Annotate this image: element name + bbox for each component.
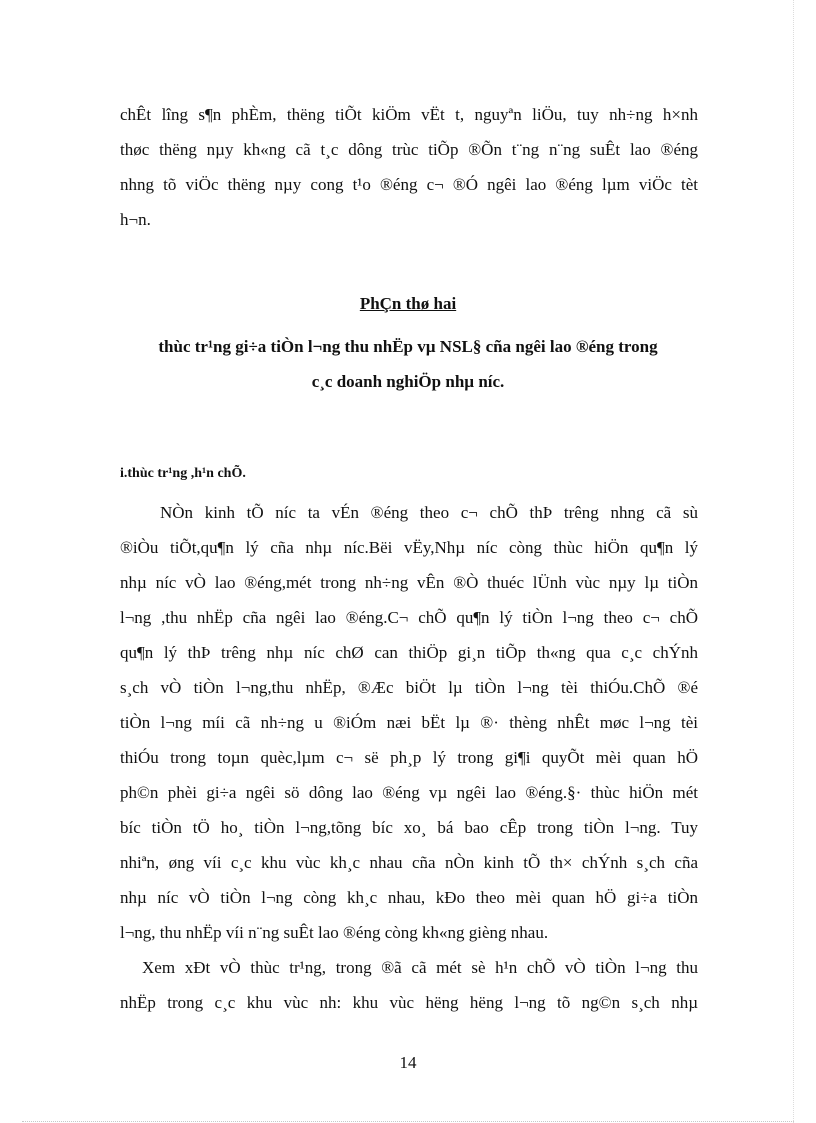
- paragraph-2-line-3: nhµ níc vÒ lao ®éng,mét trong nh÷ng vÊn ®Ò thuéc lÜnh vùc nµy lµ tiÒn: [120, 573, 698, 592]
- page-right-border: [793, 0, 794, 1123]
- paragraph-2-line-6: s¸ch vÒ tiÒn l¬ng,thu nhËp, ®Æc biÖt lµ tiÒn l¬ng tèi thiÓu.ChÕ ®é: [120, 678, 698, 697]
- paragraph-2-line-12: nhµ níc vÒ tiÒn l¬ng còng kh¸c nhau, kÐo theo mèi quan hÖ gi÷a tiÒn: [120, 888, 698, 907]
- paragraph-1-line-3: nhng tõ viÖc thëng nµy cong t¹o ®éng c¬ ®Ó ngêi lao ®éng lµm viÖc tèt: [120, 175, 698, 194]
- paragraph-2-line-11: nhiªn, øng víi c¸c khu vùc kh¸c nhau cña nÒn kinh tÕ th× chÝnh s¸ch cña: [120, 853, 698, 872]
- paragraph-2-line-1: NÒn kinh tÕ níc ta vÉn ®éng theo c¬ chÕ thÞ trêng nhng cã sù: [160, 503, 698, 522]
- paragraph-1-line-4: h¬n.: [120, 210, 151, 229]
- paragraph-2-line-8: thiÓu trong toµn quèc,lµm c¬ së ph¸p lý trong gi¶i quyÕt mèi quan hÖ: [120, 748, 698, 767]
- page-bottom-border: [22, 1121, 794, 1122]
- section-subtitle-line-2: c¸c doanh nghiÖp nhµ níc.: [311, 372, 505, 391]
- paragraph-2-line-13: l¬ng, thu nhËp víi n¨ng suÊt lao ®éng còng kh«ng gièng nhau.: [120, 923, 549, 942]
- paragraph-2-line-5: qu¶n lý thÞ trêng nhµ níc chØ can thiÖp gi¸n tiÕp th«ng qua c¸c chÝnh: [120, 643, 698, 662]
- paragraph-3-line-2: nhËp trong c¸c khu vùc nh: khu vùc hëng hëng l¬ng tõ ng©n s¸ch nhµ: [120, 993, 698, 1012]
- subsection-title: i.thùc tr¹ng ,h¹n chÕ.: [120, 466, 246, 481]
- page-number: 14: [399, 1053, 417, 1072]
- paragraph-1-line-2: thøc thëng nµy kh«ng cã t¸c dông trùc tiÕp ®Õn t¨ng n¨ng suÊt lao ®éng: [120, 140, 698, 159]
- paragraph-2-line-10: bíc tiÒn tÖ ho¸ tiÒn l¬ng,tõng bíc xo¸ bá bao cÊp trong tiÒn l¬ng. Tuy: [120, 818, 698, 837]
- paragraph-1-line-1: chÊt lîng s¶n phÈm, thëng tiÕt kiÖm vËt t, nguyªn liÖu, tuy nh÷ng h×nh: [120, 105, 698, 124]
- paragraph-2-line-4: l¬ng ,thu nhËp cña ngêi lao ®éng.C¬ chÕ qu¶n lý tiÒn l¬ng theo c¬ chÕ: [120, 608, 698, 627]
- paragraph-3-line-1: Xem xÐt vÒ thùc tr¹ng, trong ®ã cã mét sè h¹n chÕ vÒ tiÒn l¬ng thu: [142, 958, 698, 977]
- paragraph-2-line-7: tiÒn l¬ng míi cã nh÷ng u ®iÓm næi bËt lµ ®· thèng nhÊt møc l¬ng tèi: [120, 713, 698, 732]
- section-title: PhÇn thø hai: [359, 294, 457, 313]
- paragraph-2-line-9: ph©n phèi gi÷a ngêi sö dông lao ®éng vµ ngêi lao ®éng.§· thùc hiÖn mét: [120, 783, 698, 802]
- section-subtitle-line-1: thùc tr¹ng gi÷a tiÒn l¬ng thu nhËp vµ NSL§ cña ngêi lao ®éng trong: [158, 337, 658, 356]
- paragraph-2-line-2: ®iÒu tiÕt,qu¶n lý cña nhµ níc.Bëi vËy,Nhµ níc còng thùc hiÖn qu¶n lý: [120, 538, 698, 557]
